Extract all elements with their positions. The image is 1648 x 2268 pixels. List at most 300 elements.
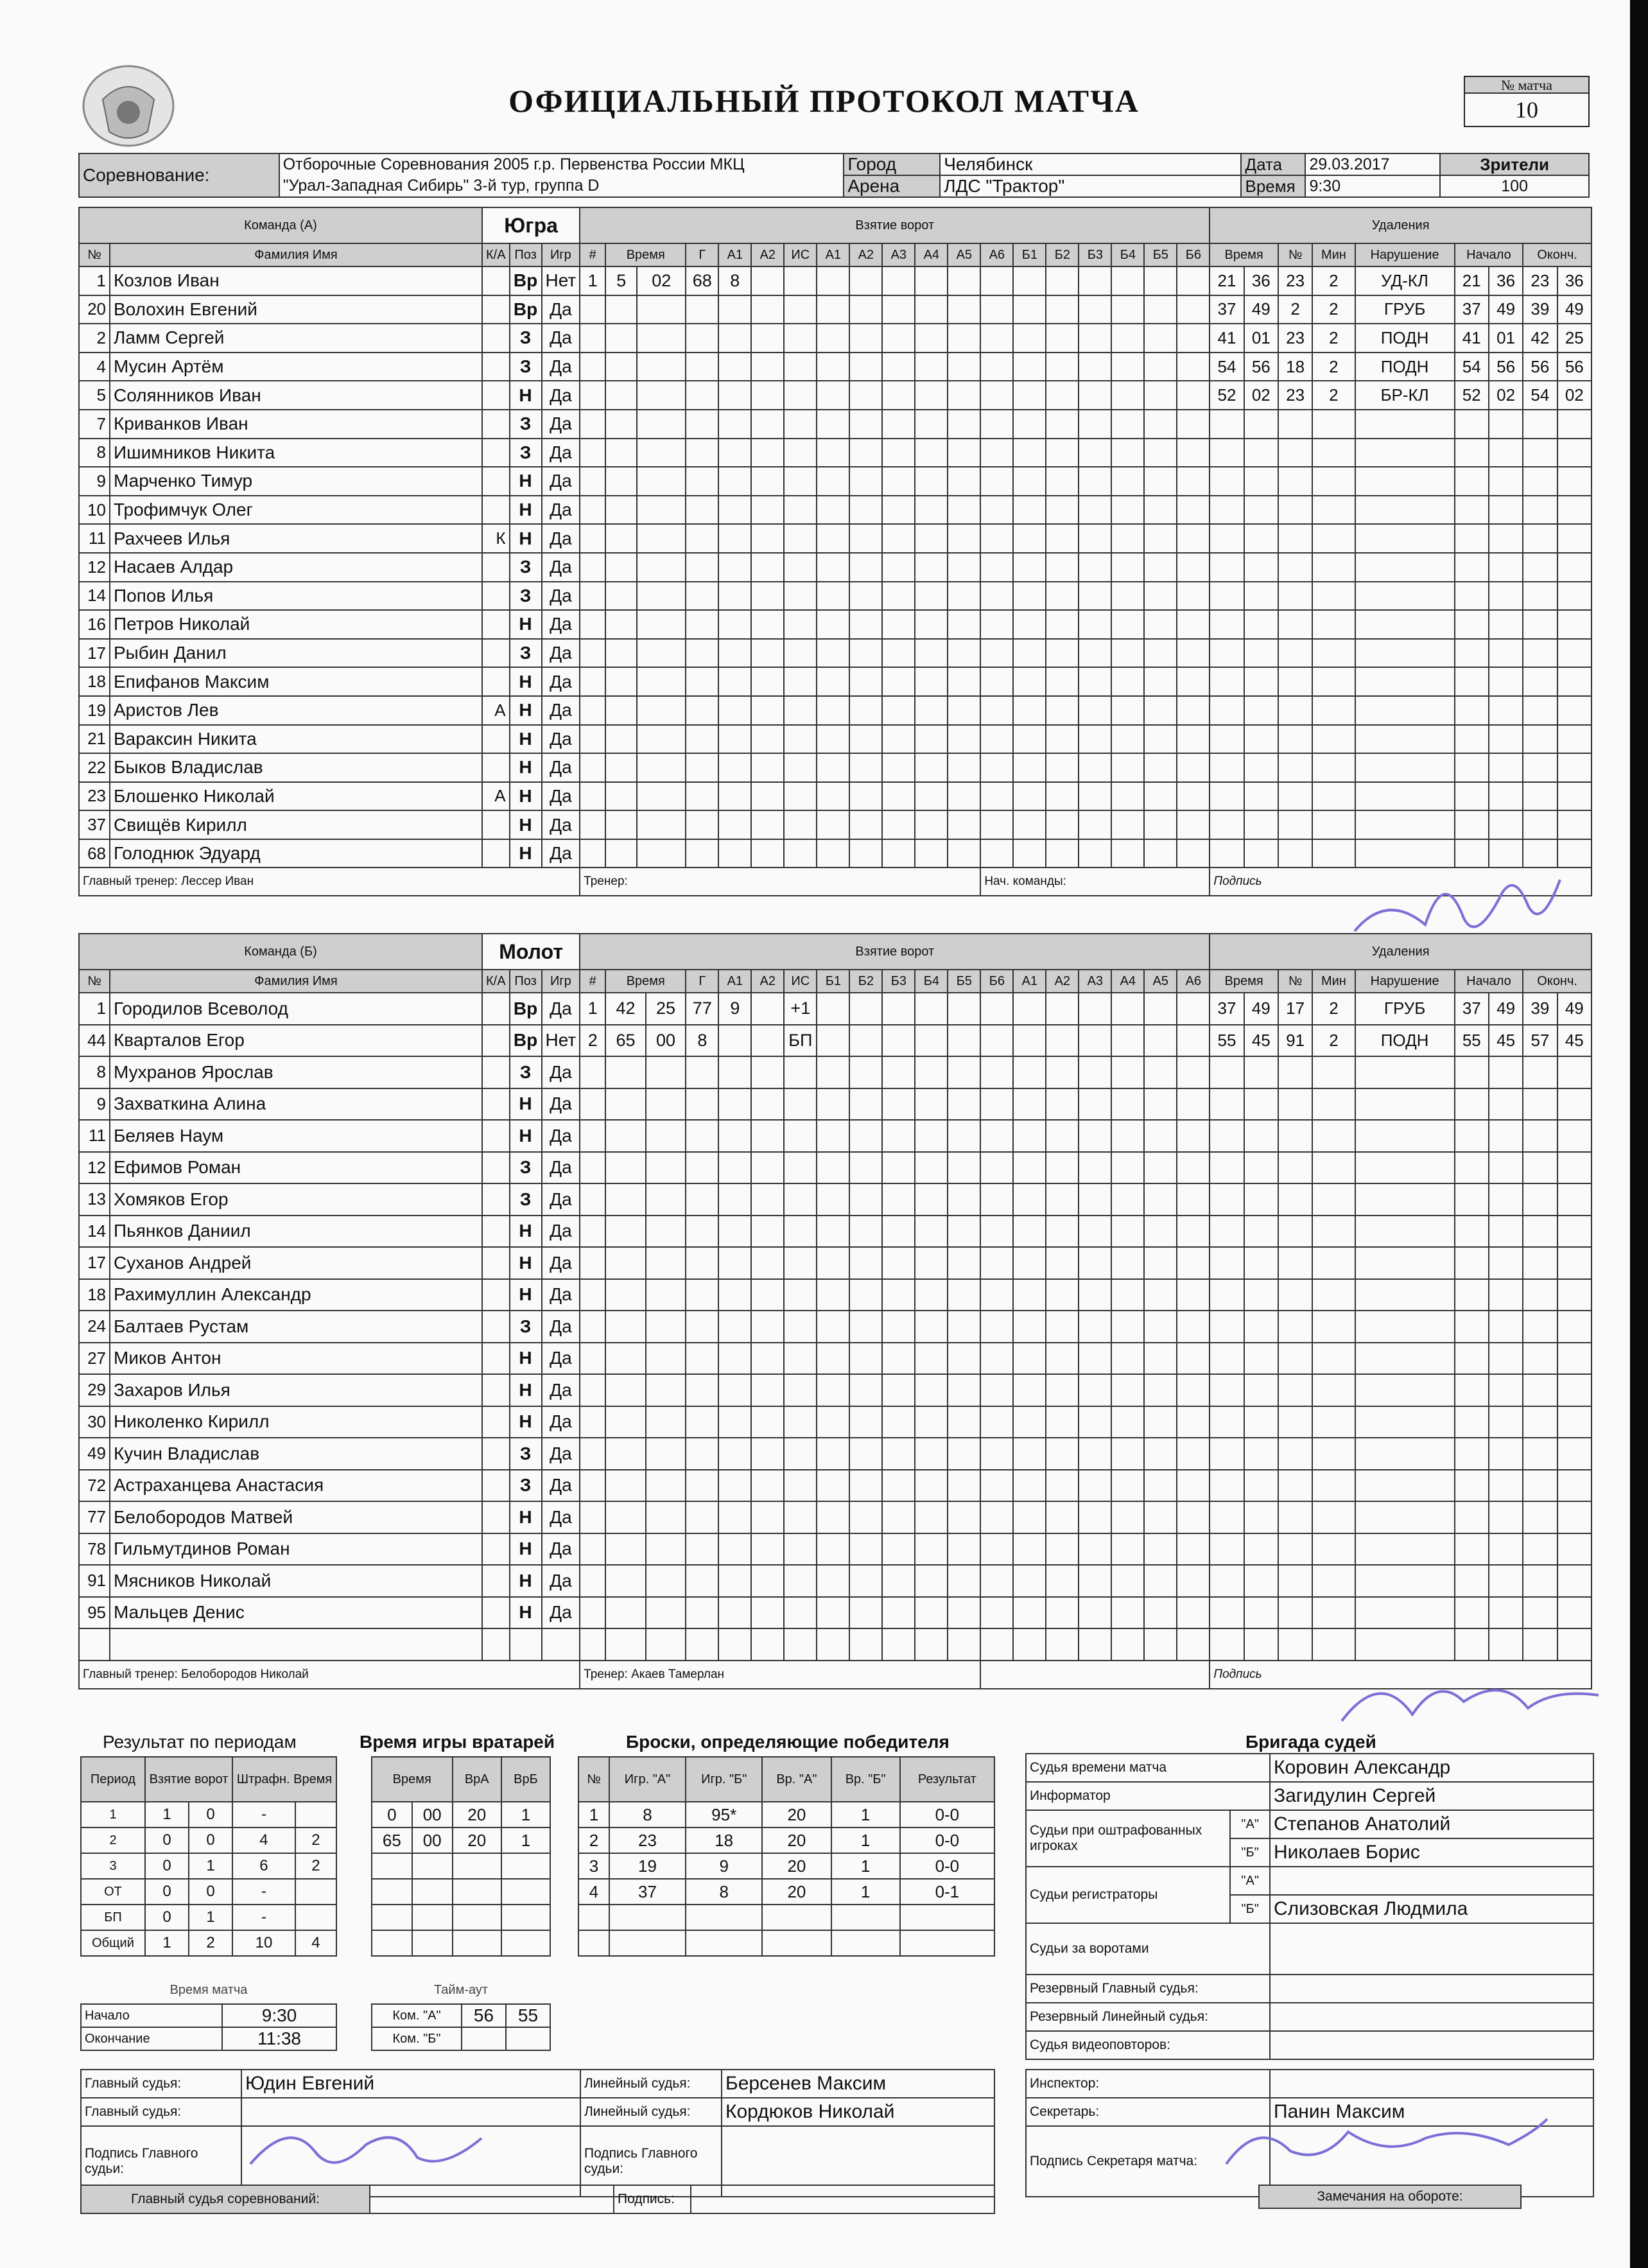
penalty-e2	[1557, 467, 1592, 496]
goal-n	[580, 1216, 605, 1248]
goal-ss	[646, 1406, 686, 1438]
penalty-s2	[1489, 1311, 1523, 1343]
shootout-cell: 9	[686, 1853, 762, 1879]
player-name: Пьянков Даниил	[110, 1216, 482, 1248]
timeout-team-b-label: Ком. "Б"	[372, 2027, 462, 2050]
penalty-v	[1355, 1216, 1455, 1248]
shootout-cell: 2	[578, 1827, 609, 1853]
player-played: Да	[542, 1374, 580, 1406]
goal-a2	[751, 725, 784, 754]
player-played: Да	[542, 696, 580, 725]
penalty-mm	[1210, 753, 1244, 782]
player-name: Рахчеев Илья	[110, 524, 482, 553]
player-played: Да	[542, 1216, 580, 1248]
player-number: 68	[79, 839, 110, 868]
col-pos: Поз	[510, 243, 542, 266]
penalty-s2	[1489, 1343, 1523, 1375]
penalty-s2: 01	[1489, 324, 1523, 353]
penalty-ss	[1244, 1152, 1278, 1184]
penalty-e1: 39	[1523, 295, 1557, 324]
end-label: Окончание	[81, 2027, 222, 2050]
line-ref-name-2: Кордюков Николай	[722, 2098, 994, 2126]
player-name: Быков Владислав	[110, 753, 482, 782]
goal-a2	[751, 1216, 784, 1248]
penalty-v	[1355, 524, 1455, 553]
player-row	[79, 993, 1592, 1025]
shootout-cell	[609, 1930, 686, 1956]
penalty-v	[1355, 725, 1455, 754]
period-row	[81, 1905, 336, 1930]
penalty-v	[1355, 1565, 1455, 1597]
penalty-mm	[1210, 782, 1244, 811]
player-played: Нет	[542, 266, 580, 295]
goal-col-10: Б5	[948, 970, 980, 993]
player-position: З	[510, 1152, 542, 1184]
registrars-label: Судьи регистраторы	[1026, 1867, 1230, 1923]
goal-ss	[646, 1120, 686, 1152]
penalty-e2	[1557, 696, 1592, 725]
goal-col-16: А5	[1144, 970, 1177, 993]
goal-n	[580, 1056, 605, 1088]
penalty-no	[1278, 582, 1312, 611]
player-role	[482, 439, 510, 467]
player-position: Н	[510, 1374, 542, 1406]
player-row	[79, 324, 1592, 353]
shootout-row	[578, 1827, 994, 1853]
period-cell: 1	[145, 1930, 189, 1956]
player-position: Н	[510, 839, 542, 868]
goalies-header-a: ВрА	[453, 1757, 501, 1802]
period-cell: 4	[295, 1930, 336, 1956]
line-ref-sign-label: Подпись Главного судьи:	[580, 2126, 722, 2197]
goal-a1	[718, 1183, 751, 1216]
period-row	[81, 1879, 336, 1905]
shootout-cell: 1	[831, 1879, 900, 1905]
penalty-no: 91	[1278, 1025, 1312, 1057]
team-chief: Нач. команды:	[980, 868, 1210, 896]
goal-a1	[718, 1501, 751, 1533]
head-coach: Главный тренер: Белобородов Николай	[79, 1661, 580, 1689]
player-played: Да	[542, 667, 580, 696]
period-cell: 0	[145, 1905, 189, 1930]
penbox-a-tag: "А"	[1230, 1810, 1270, 1838]
player-played: Да	[542, 1120, 580, 1152]
goal-g	[686, 782, 718, 811]
goal-is	[784, 266, 817, 295]
main-ref-signature	[238, 2113, 494, 2190]
period-cell: 0	[145, 1879, 189, 1905]
player-name: Ишимников Никита	[110, 439, 482, 467]
penalty-e1	[1523, 1438, 1557, 1470]
penalty-v	[1355, 553, 1455, 582]
goal-is	[784, 639, 817, 668]
player-position: Н	[510, 753, 542, 782]
goal-n	[580, 1406, 605, 1438]
player-row	[79, 1056, 1592, 1088]
goal-a1	[718, 1374, 751, 1406]
goal-ss	[646, 1374, 686, 1406]
player-row	[79, 1025, 1592, 1057]
shootout-cell: 0-0	[900, 1853, 994, 1879]
penalty-min	[1312, 524, 1355, 553]
goal-is	[784, 1501, 817, 1533]
goal-n	[580, 1279, 605, 1311]
penalty-mm	[1210, 1152, 1244, 1184]
goal-col-17: А6	[1177, 970, 1210, 993]
goal-g	[686, 1183, 718, 1216]
player-row	[79, 1406, 1592, 1438]
player-name: Николенко Кирилл	[110, 1406, 482, 1438]
goal-ss	[637, 353, 686, 381]
penalty-ss	[1244, 782, 1278, 811]
period-cell: 1	[145, 1802, 189, 1827]
notes-row	[1258, 2185, 1522, 2209]
penalty-min	[1312, 1088, 1355, 1121]
penalty-min	[1312, 1501, 1355, 1533]
penalty-no	[1278, 1152, 1312, 1184]
goal-mm	[605, 1056, 646, 1088]
goalie-cell	[501, 1879, 550, 1905]
penalty-min	[1312, 582, 1355, 611]
penalty-s2	[1489, 1501, 1523, 1533]
player-position: Вр	[510, 266, 542, 295]
player-position: З	[510, 353, 542, 381]
goal-n	[580, 839, 605, 868]
goal-g	[686, 810, 718, 839]
goal-n	[580, 782, 605, 811]
penalty-s1	[1455, 582, 1489, 611]
player-row	[79, 582, 1592, 611]
date-label: Дата	[1241, 153, 1305, 175]
goal-g	[686, 1406, 718, 1438]
penalty-no	[1278, 696, 1312, 725]
goal-a1	[718, 467, 751, 496]
goal-g	[686, 1056, 718, 1088]
goal-is	[784, 295, 817, 324]
goal-g: 8	[686, 1025, 718, 1057]
goal-ss	[646, 1597, 686, 1629]
player-name: Рахимуллин Александр	[110, 1279, 482, 1311]
goal-n	[580, 1088, 605, 1121]
goal-col-15: Б4	[1111, 243, 1144, 266]
player-row	[79, 524, 1592, 553]
goalie-cell	[412, 1930, 453, 1956]
penalty-v	[1355, 1470, 1455, 1502]
goal-g	[686, 1088, 718, 1121]
penalty-min	[1312, 439, 1355, 467]
player-role	[482, 1120, 510, 1152]
goal-mm	[605, 439, 637, 467]
penalty-s2	[1489, 467, 1523, 496]
penalty-no: 23	[1278, 266, 1312, 295]
goal-g	[686, 1247, 718, 1279]
line-referees-table	[580, 2069, 995, 2197]
goal-g	[686, 1216, 718, 1248]
player-role	[482, 753, 510, 782]
goal-mm	[605, 1374, 646, 1406]
penalty-no	[1278, 753, 1312, 782]
penalty-e2	[1557, 782, 1592, 811]
player-name: Захваткина Алина	[110, 1088, 482, 1121]
goalie-row	[372, 1827, 550, 1853]
penalty-e1	[1523, 1501, 1557, 1533]
arena-label: Арена	[844, 175, 940, 197]
penalty-s2: 49	[1489, 295, 1523, 324]
goal-n	[580, 582, 605, 611]
player-role	[482, 1406, 510, 1438]
periods-title: Результат по периодам	[103, 1732, 297, 1752]
goal-a2	[751, 439, 784, 467]
goal-mm	[605, 753, 637, 782]
player-row	[79, 667, 1592, 696]
shootout-cell: 1	[831, 1827, 900, 1853]
goal-is: БП	[784, 1025, 817, 1057]
player-name: Гильмутдинов Роман	[110, 1533, 482, 1566]
penbox-a-name: Степанов Анатолий	[1270, 1810, 1593, 1838]
goal-n	[580, 753, 605, 782]
player-played: Да	[542, 410, 580, 439]
goal-a1	[718, 1025, 751, 1057]
team-chief	[980, 1661, 1210, 1689]
penalty-s1	[1455, 1343, 1489, 1375]
player-name: Марченко Тимур	[110, 467, 482, 496]
penalty-e2	[1557, 610, 1592, 639]
penalty-s1	[1455, 1438, 1489, 1470]
goal-a1	[718, 1247, 751, 1279]
goal-a1	[718, 1343, 751, 1375]
player-role	[482, 1343, 510, 1375]
penalty-e2	[1557, 1533, 1592, 1566]
goal-a1: 9	[718, 993, 751, 1025]
penalty-no	[1278, 1279, 1312, 1311]
penalty-min	[1312, 1565, 1355, 1597]
penalty-e2	[1557, 1438, 1592, 1470]
goal-a2	[751, 381, 784, 410]
goal-mm	[605, 353, 637, 381]
goalies-header-time: Время	[372, 1757, 453, 1802]
player-row	[79, 353, 1592, 381]
penalty-no	[1278, 839, 1312, 868]
goal-n	[580, 324, 605, 353]
goal-judges-label: Судьи за воротами	[1026, 1923, 1270, 1975]
penalty-no	[1278, 1120, 1312, 1152]
penalty-ss	[1244, 839, 1278, 868]
goal-is	[784, 1533, 817, 1566]
goal-g	[686, 1279, 718, 1311]
penalty-ss	[1244, 1247, 1278, 1279]
player-name: Насаев Алдар	[110, 553, 482, 582]
penalty-e1	[1523, 1311, 1557, 1343]
penalty-min	[1312, 753, 1355, 782]
goal-ss	[637, 610, 686, 639]
goal-mm	[605, 1343, 646, 1375]
date-value: 29.03.2017	[1305, 153, 1440, 175]
penalty-min	[1312, 1438, 1355, 1470]
start-label: Начало	[81, 2004, 222, 2027]
shootout-cell	[900, 1930, 994, 1956]
goal-ss	[637, 725, 686, 754]
penalty-no	[1278, 1088, 1312, 1121]
penalty-s1: 21	[1455, 266, 1489, 295]
goal-is	[784, 610, 817, 639]
goal-n	[580, 295, 605, 324]
player-row	[79, 810, 1592, 839]
goal-is	[784, 1470, 817, 1502]
player-played: Да	[542, 582, 580, 611]
goal-n	[580, 1438, 605, 1470]
penalty-e2	[1557, 1247, 1592, 1279]
penalty-v: БР-КЛ	[1355, 381, 1455, 410]
goal-ss	[637, 753, 686, 782]
penalty-ss	[1244, 1438, 1278, 1470]
penalty-min: 2	[1312, 295, 1355, 324]
goal-n	[580, 639, 605, 668]
penalty-mm	[1210, 1088, 1244, 1121]
penalty-min	[1312, 1406, 1355, 1438]
goal-a1	[718, 496, 751, 525]
shootout-cell	[609, 1905, 686, 1930]
penalty-v	[1355, 1533, 1455, 1566]
shootout-cell: 19	[609, 1853, 686, 1879]
goal-col-3: А1	[718, 243, 751, 266]
penalty-ss	[1244, 1628, 1278, 1661]
goal-n	[580, 725, 605, 754]
player-row	[79, 725, 1592, 754]
periods-header-period: Период	[81, 1757, 145, 1802]
player-row	[79, 1216, 1592, 1248]
timeout-team-a-min: 56	[462, 2004, 506, 2027]
player-number: 16	[79, 610, 110, 639]
penalty-no	[1278, 1628, 1312, 1661]
penalty-e1	[1523, 1597, 1557, 1629]
goal-ss: 25	[646, 993, 686, 1025]
penalty-mm	[1210, 1565, 1244, 1597]
period-cell: -	[232, 1905, 295, 1930]
penalty-e2	[1557, 439, 1592, 467]
goal-a2	[751, 1470, 784, 1502]
penalty-e2	[1557, 1152, 1592, 1184]
goal-mm	[605, 1216, 646, 1248]
penalty-ss	[1244, 810, 1278, 839]
goal-is	[784, 725, 817, 754]
period-cell: 0	[189, 1879, 232, 1905]
penalty-e1	[1523, 410, 1557, 439]
penalty-ss: 01	[1244, 324, 1278, 353]
goal-is	[784, 1374, 817, 1406]
penalty-s1	[1455, 410, 1489, 439]
reg-a-name	[1270, 1867, 1593, 1895]
player-number: 44	[79, 1025, 110, 1057]
periods-table	[80, 1756, 337, 1957]
player-number: 11	[79, 524, 110, 553]
penalty-no	[1278, 1533, 1312, 1566]
team-label: Команда (А)	[79, 207, 482, 243]
competition-line1: Отборочные Соревнования 2005 г.р. Первенства России МКЦ	[279, 153, 844, 175]
page-title: ОФИЦИАЛЬНЫЙ ПРОТОКОЛ МАТЧА	[508, 83, 1140, 119]
penalty-s2	[1489, 1374, 1523, 1406]
team-b-table	[78, 933, 1592, 1689]
player-number: 19	[79, 696, 110, 725]
player-role	[482, 839, 510, 868]
goalie-cell	[412, 1879, 453, 1905]
penalty-no	[1278, 439, 1312, 467]
penalty-mm	[1210, 496, 1244, 525]
player-role	[482, 1088, 510, 1121]
goal-g	[686, 696, 718, 725]
penalty-s1: 37	[1455, 295, 1489, 324]
penalty-e1	[1523, 496, 1557, 525]
penalty-e2	[1557, 1374, 1592, 1406]
penalty-mm	[1210, 1279, 1244, 1311]
penalty-s2	[1489, 1056, 1523, 1088]
goal-a2	[751, 1088, 784, 1121]
penalty-no: 18	[1278, 353, 1312, 381]
goal-ss	[646, 1183, 686, 1216]
penalty-e2	[1557, 1056, 1592, 1088]
goal-a2	[751, 467, 784, 496]
goal-col-9: А4	[915, 243, 948, 266]
player-role	[482, 667, 510, 696]
player-row	[79, 1343, 1592, 1375]
goal-mm	[605, 639, 637, 668]
player-name: Ламм Сергей	[110, 324, 482, 353]
penalty-mm: 37	[1210, 993, 1244, 1025]
player-name: Кучин Владислав	[110, 1438, 482, 1470]
penalty-no	[1278, 782, 1312, 811]
timeout-label: Тайм-аут	[433, 1983, 489, 1997]
penalty-s1	[1455, 639, 1489, 668]
player-row	[79, 381, 1592, 410]
goalie-cell: 0	[372, 1802, 412, 1827]
penalty-e1: 57	[1523, 1025, 1557, 1057]
penalty-v	[1355, 1183, 1455, 1216]
player-played: Да	[542, 725, 580, 754]
penalty-e2	[1557, 1628, 1592, 1661]
player-position: Н	[510, 1343, 542, 1375]
goalies-title: Время игры вратарей	[360, 1732, 555, 1752]
goal-a1	[718, 839, 751, 868]
player-played: Да	[542, 1183, 580, 1216]
penalty-s1	[1455, 1565, 1489, 1597]
informer-label: Информатор	[1026, 1782, 1270, 1810]
col-ka: К/А	[482, 970, 510, 993]
time-label: Время	[1241, 175, 1305, 197]
penalty-ss	[1244, 639, 1278, 668]
penalty-s2: 45	[1489, 1025, 1523, 1057]
player-role	[482, 1565, 510, 1597]
penalty-no	[1278, 1470, 1312, 1502]
goal-ss	[637, 410, 686, 439]
penalty-min	[1312, 1152, 1355, 1184]
goalie-cell	[412, 1905, 453, 1930]
penalty-v	[1355, 1279, 1455, 1311]
player-position: Вр	[510, 1025, 542, 1057]
goal-g	[686, 439, 718, 467]
goalie-cell	[453, 1905, 501, 1930]
penalty-s2: 02	[1489, 381, 1523, 410]
player-played: Нет	[542, 1025, 580, 1057]
player-name: Ефимов Роман	[110, 1152, 482, 1184]
player-number: 37	[79, 810, 110, 839]
goal-a1	[718, 324, 751, 353]
goal-ss	[646, 1152, 686, 1184]
shootout-table	[578, 1756, 995, 1957]
goal-a2	[751, 1120, 784, 1152]
penalty-s2	[1489, 1438, 1523, 1470]
goal-a2	[751, 295, 784, 324]
goal-a2	[751, 1311, 784, 1343]
goal-is	[784, 696, 817, 725]
